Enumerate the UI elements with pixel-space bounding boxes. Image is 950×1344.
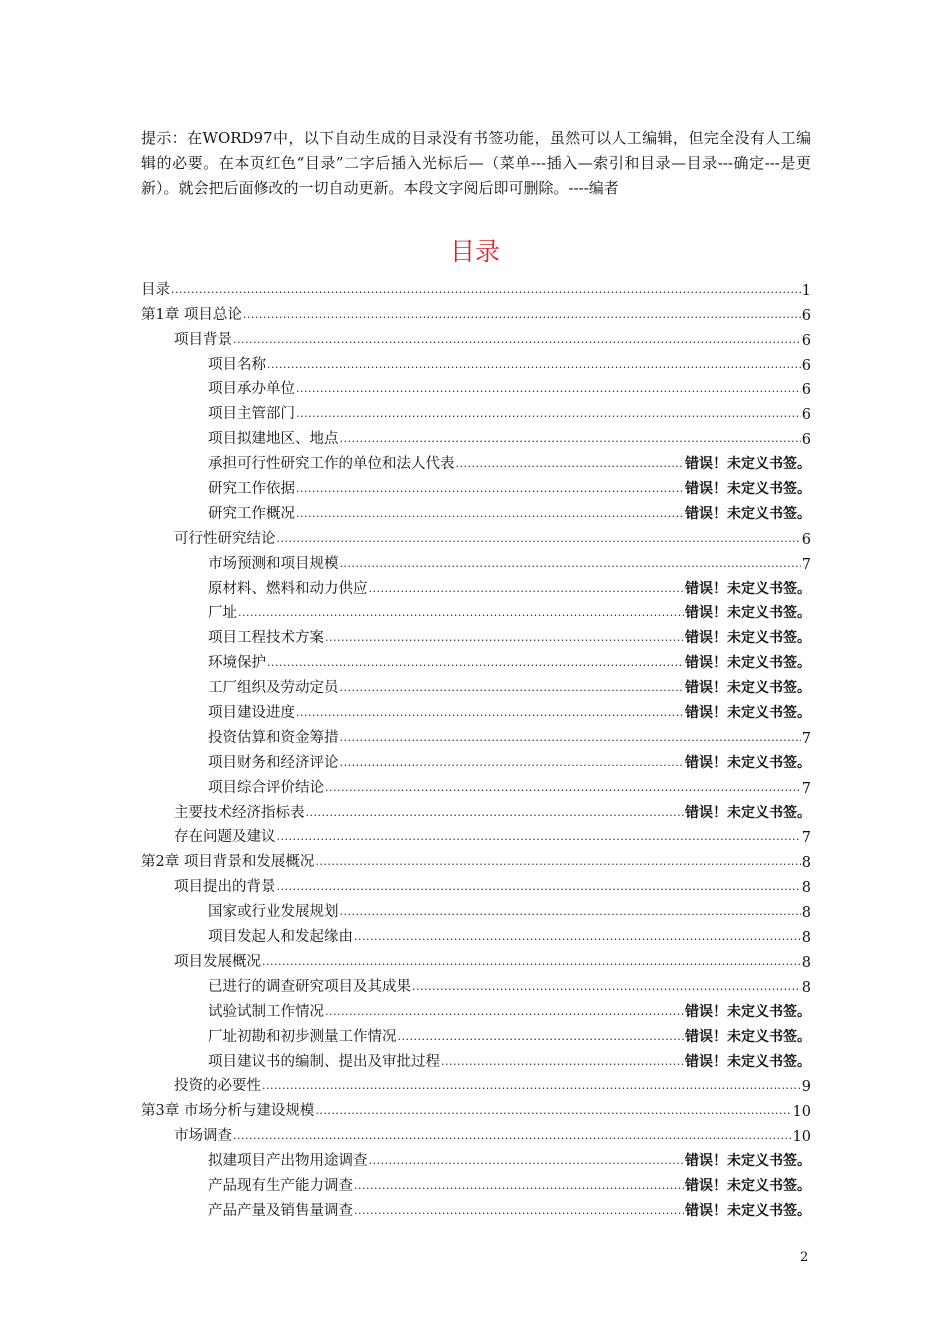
toc-entry-label: 厂址初勘和初步测量工作情况 <box>208 1028 397 1045</box>
toc-entry-page: 6 <box>801 357 811 374</box>
toc-entry[interactable] <box>141 871 811 896</box>
toc-entry-label: 投资的必要性 <box>174 1078 261 1095</box>
toc-entry-label: 投资估算和资金筹措 <box>208 729 339 746</box>
toc-entry[interactable] <box>141 1095 811 1120</box>
toc-entry-label: 存在问题及建议 <box>174 829 276 846</box>
toc-entry-label: 项目工程技术方案 <box>208 630 324 647</box>
toc-entry-page: 6 <box>801 531 811 548</box>
toc-entry[interactable] <box>141 374 811 399</box>
toc-entry-page: 错误！未定义书签。 <box>685 1003 811 1020</box>
toc-entry[interactable] <box>141 1120 811 1145</box>
toc-entry-page: 6 <box>801 382 811 399</box>
toc-leader-dots <box>354 1179 684 1192</box>
toc-leader-dots <box>262 1079 801 1092</box>
toc-entry[interactable] <box>141 573 811 598</box>
toc-leader-dots <box>369 582 685 595</box>
toc-entry-label: 目录 <box>141 281 170 298</box>
toc-entry[interactable] <box>141 274 811 299</box>
toc-entry-label: 项目拟建地区、地点 <box>208 431 339 448</box>
toc-leader-dots <box>267 656 684 669</box>
toc-entry-label: 项目提出的背景 <box>174 879 276 896</box>
toc-leader-dots <box>315 1104 791 1117</box>
toc-entry-label: 主要技术经济指标表 <box>174 804 305 821</box>
toc-entry-page: 7 <box>801 730 811 747</box>
toc-entry-label: 项目承办单位 <box>208 381 295 398</box>
toc-entry-label: 市场预测和项目规模 <box>208 555 339 572</box>
toc-entry[interactable] <box>141 672 811 697</box>
toc-leader-dots <box>277 830 801 843</box>
toc-entry[interactable] <box>141 1071 811 1096</box>
editor-note: 提示：在WORD97中，以下自动生成的目录没有书签功能，虽然可以人工编辑，但完全没有人工编辑的必要。在本页红色“目录”二字后插入光标后—（菜单---插入—索引和目录—目录---确定---是更新）。就会把后面修改的一切自动更新。本段文字阅后即可删除。----编者 <box>141 129 811 197</box>
toc-entry-label: 项目背景 <box>174 331 232 348</box>
toc-leader-dots <box>277 532 801 545</box>
toc-leader-dots <box>267 358 801 371</box>
toc-entry-page: 7 <box>801 830 811 847</box>
toc-leader-dots <box>340 681 685 694</box>
toc-entry-label: 第3章 市场分析与建设规模 <box>141 1103 315 1120</box>
toc-entry-page: 错误！未定义书签。 <box>685 754 811 771</box>
toc-entry-label: 原材料、燃料和动力供应 <box>208 580 368 597</box>
toc-leader-dots <box>306 806 685 819</box>
toc-entry[interactable] <box>141 448 811 473</box>
toc-leader-dots <box>325 1005 684 1018</box>
toc-entry[interactable] <box>141 324 811 349</box>
toc-entry[interactable] <box>141 846 811 871</box>
toc-entry-label: 可行性研究结论 <box>174 530 276 547</box>
toc-entry-page: 6 <box>801 407 811 424</box>
toc-entry[interactable] <box>141 921 811 946</box>
toc-entry[interactable] <box>141 1021 811 1046</box>
toc-entry-page: 错误！未定义书签。 <box>685 1177 811 1194</box>
toc-entry[interactable] <box>141 647 811 672</box>
toc-entry-label: 项目发展概况 <box>174 953 261 970</box>
toc-entry[interactable] <box>141 697 811 722</box>
toc-entry[interactable] <box>141 722 811 747</box>
toc-leader-dots <box>296 407 801 420</box>
toc-leader-dots <box>296 706 684 719</box>
toc-entry-page: 8 <box>801 930 811 947</box>
toc-entry-label: 项目名称 <box>208 356 266 373</box>
toc-leader-dots <box>325 781 801 794</box>
toc-entry[interactable] <box>141 1170 811 1195</box>
toc-entry-label: 已进行的调查研究项目及其成果 <box>208 978 411 995</box>
toc-entry-page: 错误！未定义书签。 <box>685 1153 811 1170</box>
toc-entry-page: 错误！未定义书签。 <box>685 456 811 473</box>
toc-leader-dots <box>340 756 685 769</box>
toc-entry-page: 错误！未定义书签。 <box>685 605 811 622</box>
table-of-contents <box>141 274 811 1220</box>
toc-entry-label: 第2章 项目背景和发展概况 <box>141 854 315 871</box>
toc-title: 目录 <box>449 237 500 266</box>
toc-entry-label: 项目主管部门 <box>208 406 295 423</box>
toc-entry[interactable] <box>141 1046 811 1071</box>
toc-leader-dots <box>340 432 801 445</box>
toc-entry[interactable] <box>141 797 811 822</box>
toc-leader-dots <box>262 955 801 968</box>
toc-entry-page: 错误！未定义书签。 <box>685 1028 811 1045</box>
toc-entry[interactable] <box>141 822 811 847</box>
toc-leader-dots <box>340 905 801 918</box>
toc-entry-page: 错误！未定义书签。 <box>685 705 811 722</box>
toc-entry-label: 市场调查 <box>174 1128 232 1145</box>
toc-entry-page: 6 <box>801 332 811 349</box>
toc-entry[interactable] <box>141 398 811 423</box>
toc-leader-dots <box>354 930 801 943</box>
toc-entry[interactable] <box>141 946 811 971</box>
toc-entry[interactable] <box>141 1195 811 1220</box>
toc-leader-dots <box>243 308 801 321</box>
toc-entry[interactable] <box>141 498 811 523</box>
toc-entry[interactable] <box>141 423 811 448</box>
toc-leader-dots <box>325 631 684 644</box>
toc-entry-label: 项目发起人和发起缘由 <box>208 929 353 946</box>
toc-entry[interactable] <box>141 772 811 797</box>
toc-entry-label: 项目综合评价结论 <box>208 779 324 796</box>
toc-leader-dots <box>441 1055 684 1068</box>
toc-entry-page: 10 <box>792 1129 811 1146</box>
toc-leader-dots <box>340 557 801 570</box>
toc-entry-page: 错误！未定义书签。 <box>685 481 811 498</box>
toc-entry-page: 7 <box>801 556 811 573</box>
toc-entry-page: 错误！未定义书签。 <box>685 804 811 821</box>
toc-entry-page: 8 <box>801 880 811 897</box>
toc-leader-dots <box>296 482 684 495</box>
toc-entry-label: 研究工作依据 <box>208 481 295 498</box>
toc-entry-page: 错误！未定义书签。 <box>685 505 811 522</box>
toc-entry-label: 产品现有生产能力调查 <box>208 1177 353 1194</box>
toc-entry-page: 错误！未定义书签。 <box>685 580 811 597</box>
toc-entry-page: 9 <box>801 1079 811 1096</box>
toc-leader-dots <box>456 457 685 470</box>
toc-leader-dots <box>315 855 800 868</box>
toc-entry-page: 8 <box>801 979 811 996</box>
toc-leader-dots <box>412 980 801 993</box>
toc-leader-dots <box>171 283 801 296</box>
toc-entry[interactable] <box>141 896 811 921</box>
toc-entry-page: 7 <box>801 780 811 797</box>
toc-leader-dots <box>296 507 684 520</box>
toc-leader-dots <box>296 382 801 395</box>
toc-entry[interactable] <box>141 747 811 772</box>
toc-entry[interactable] <box>141 996 811 1021</box>
toc-entry-page: 错误！未定义书签。 <box>685 630 811 647</box>
toc-leader-dots <box>233 333 801 346</box>
toc-entry[interactable] <box>141 523 811 548</box>
toc-entry-label: 项目建议书的编制、提出及审批过程 <box>208 1053 440 1070</box>
toc-entry[interactable] <box>141 971 811 996</box>
toc-entry-label: 研究工作概况 <box>208 505 295 522</box>
toc-entry-label: 拟建项目产出物用途调查 <box>208 1153 368 1170</box>
toc-entry[interactable] <box>141 548 811 573</box>
toc-entry-page: 6 <box>801 432 811 449</box>
toc-entry-label: 环境保护 <box>208 655 266 672</box>
toc-entry-label: 厂址 <box>208 605 237 622</box>
toc-entry[interactable] <box>141 1145 811 1170</box>
toc-entry-page: 8 <box>801 905 811 922</box>
toc-entry-label: 项目财务和经济评论 <box>208 754 339 771</box>
toc-entry[interactable] <box>141 473 811 498</box>
toc-entry-label: 项目建设进度 <box>208 705 295 722</box>
toc-entry-label: 国家或行业发展规划 <box>208 904 339 921</box>
toc-entry-page: 错误！未定义书签。 <box>685 655 811 672</box>
toc-entry-label: 第1章 项目总论 <box>141 306 242 323</box>
toc-entry-page: 6 <box>801 307 811 324</box>
toc-entry-page: 8 <box>801 954 811 971</box>
toc-leader-dots <box>369 1154 685 1167</box>
toc-leader-dots <box>277 880 801 893</box>
toc-entry[interactable] <box>141 349 811 374</box>
toc-entry[interactable] <box>141 622 811 647</box>
toc-entry-label: 工厂组织及劳动定员 <box>208 680 339 697</box>
toc-entry-page: 8 <box>801 855 811 872</box>
toc-leader-dots <box>340 731 801 744</box>
toc-entry-page: 错误！未定义书签。 <box>685 1053 811 1070</box>
toc-entry-label: 承担可行性研究工作的单位和法人代表 <box>208 456 455 473</box>
toc-entry[interactable] <box>141 598 811 623</box>
toc-leader-dots <box>398 1030 685 1043</box>
toc-leader-dots <box>354 1204 684 1217</box>
toc-entry-label: 试验试制工作情况 <box>208 1003 324 1020</box>
toc-leader-dots <box>233 1129 792 1142</box>
toc-entry-page: 1 <box>801 282 811 299</box>
page-number: 2 <box>800 1250 809 1265</box>
toc-entry[interactable] <box>141 299 811 324</box>
toc-entry-page: 错误！未定义书签。 <box>685 680 811 697</box>
toc-entry-page: 错误！未定义书签。 <box>685 1202 811 1219</box>
toc-leader-dots <box>238 606 684 619</box>
toc-entry-page: 10 <box>792 1104 811 1121</box>
toc-entry-label: 产品产量及销售量调查 <box>208 1202 353 1219</box>
